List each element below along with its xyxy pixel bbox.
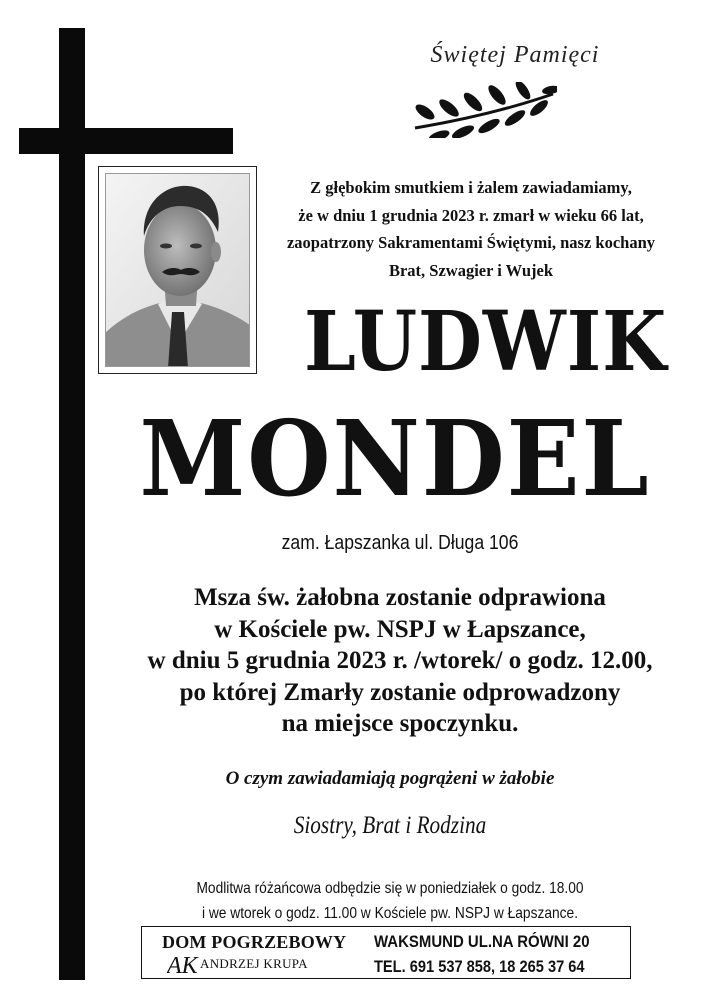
family-signature: Siostry, Brat i Rodzina	[293, 812, 487, 839]
mass-line: w dniu 5 grudnia 2023 r. /wtorek/ o godz. 12.00,	[147, 647, 653, 674]
announcement-intro	[262, 174, 680, 284]
funeral-home-name: DOM POGRZEBOWY	[162, 932, 347, 952]
funeral-home-box	[141, 926, 631, 979]
header-title: Świętej Pamięci	[430, 42, 600, 68]
rosary-line: Modlitwa różańcowa odbędzie się w poniedziałek o godz. 18.00	[196, 880, 584, 897]
mourners-line: O czym zawiadamiają pogrążeni w żałobie	[225, 768, 555, 789]
portrait-image	[106, 174, 250, 367]
portrait-photo	[105, 173, 250, 367]
portrait-frame	[98, 166, 257, 374]
deceased-first-name: LUDWIK	[304, 294, 668, 390]
mass-line: Msza św. żałobna zostanie odprawiona	[194, 584, 606, 611]
cross-vertical-bar	[59, 28, 85, 980]
deceased-address: zam. Łapszanka ul. Długa 106	[281, 532, 519, 554]
mass-line: po której Zmarły zostanie odprowadzony	[179, 678, 621, 706]
funeral-home-owner: ANDRZEJ KRUPA	[200, 956, 308, 971]
deceased-last-name: MONDEL	[139, 397, 651, 520]
funeral-home-address: WAKSMUND UL.NA RÓWNI 20	[374, 932, 590, 951]
intro-line: Z głębokim smutkiem i żalem zawiadamiamy,	[310, 178, 632, 197]
intro-line: że w dniu 1 grudnia 2023 r. zmarł w wieku 66 lat,	[298, 205, 644, 225]
cross-horizontal-bar	[19, 128, 233, 154]
funeral-mass-info	[100, 582, 700, 740]
intro-line: Brat, Szwagier i Wujek	[388, 260, 554, 280]
mass-line: w Kościele pw. NSPJ w Łapszance,	[214, 615, 586, 643]
intro-line: zaopatrzony Sakramentami Świętymi, nasz kochany	[286, 233, 656, 252]
rosary-info	[132, 876, 648, 926]
mass-line: na miejsce spoczynku.	[281, 710, 519, 737]
olive-branch-icon	[411, 82, 557, 138]
funeral-home-phone: TEL. 691 537 858, 18 265 37 64	[374, 957, 585, 976]
rosary-line: i we wtorek o godz. 11.00 w Kościele pw. NSPJ w Łapszance.	[201, 905, 579, 922]
funeral-home-logo-text: AK	[167, 953, 198, 977]
